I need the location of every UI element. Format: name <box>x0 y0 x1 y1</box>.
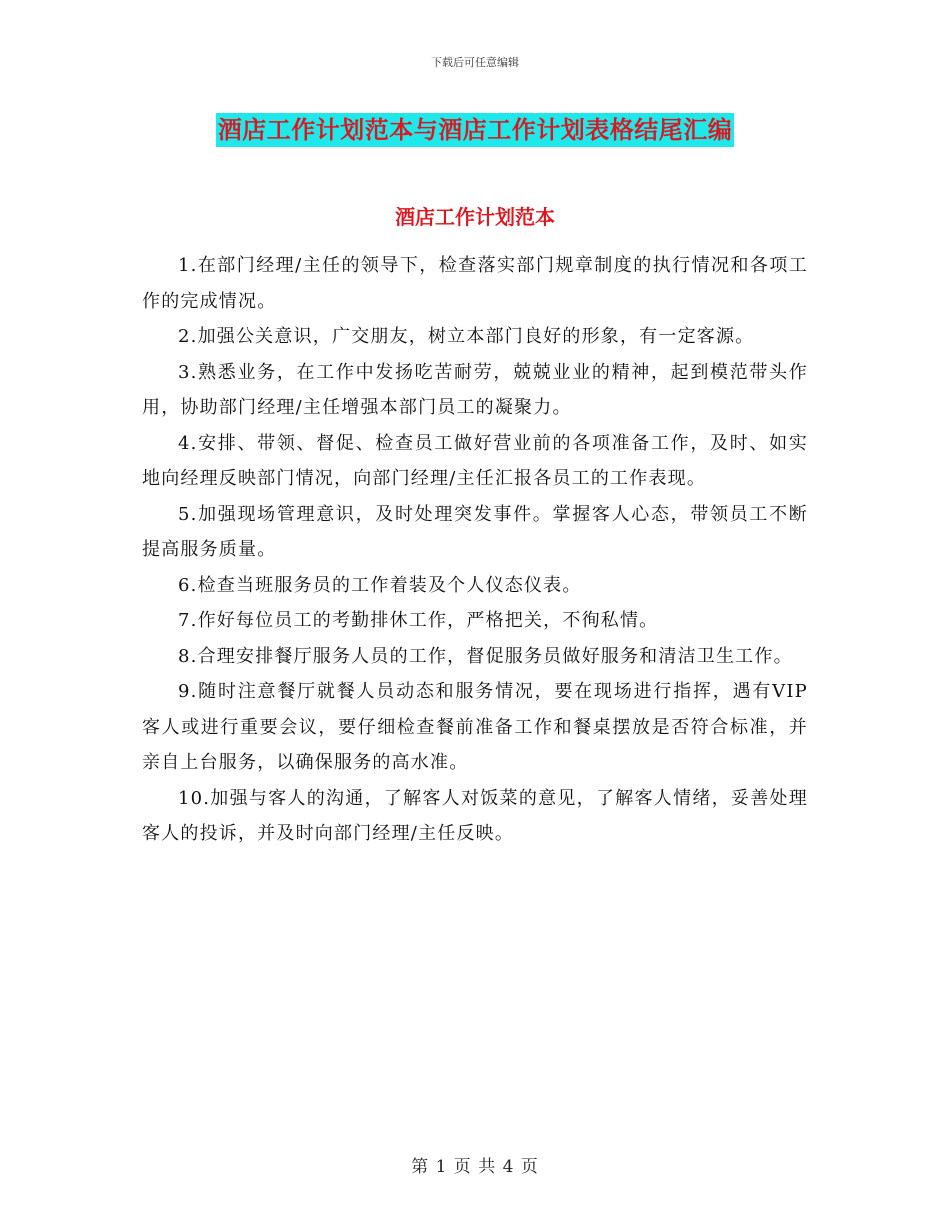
paragraph-7: 7.作好每位员工的考勤排休工作，严格把关，不徇私情。 <box>178 610 659 631</box>
paragraph-1: 1.在部门经理/主任的领导下，检查落实部门规章制度的执行情况和各项工作的完成情况。 <box>142 255 808 312</box>
paragraph-3: 3.熟悉业务，在工作中发扬吃苦耐劳，兢兢业业的精神，起到模范带头作用，协助部门经理/主任增强本部门员工的凝聚力。 <box>142 361 808 418</box>
page-number-footer: 第 1 页 共 4 页 <box>411 1157 539 1177</box>
paragraph-6: 6.检查当班服务员的工作着装及个人仪态仪表。 <box>178 574 582 596</box>
paragraph-10: 10.加强与客人的沟通，了解客人对饭菜的意见，了解客人情绪，妥善处理客人的投诉，并及时向部门经理/主任反映。 <box>142 787 808 844</box>
paragraph-4: 4.安排、带领、督促、检查员工做好营业前的各项准备工作，及时、如实地向经理反映部门情况，向部门经理/主任汇报各员工的工作表现。 <box>142 432 808 489</box>
header-note: 下载后可任意编辑 <box>431 56 519 69</box>
paragraph-8: 8.合理安排餐厅服务人员的工作，督促服务员做好服务和清洁卫生工作。 <box>178 645 793 667</box>
document-body <box>142 248 808 852</box>
document-title: 酒店工作计划范本与酒店工作计划表格结尾汇编 <box>216 113 735 147</box>
document-title-container <box>0 113 950 147</box>
section-title: 酒店工作计划范本 <box>395 205 555 229</box>
paragraph-2: 2.加强公关意识，广交朋友，树立本部门良好的形象，有一定客源。 <box>178 326 755 347</box>
paragraph-5: 5.加强现场管理意识，及时处理突发事件。掌握客人心态，带领员工不断提高服务质量。 <box>142 503 808 560</box>
paragraph-9: 9.随时注意餐厅就餐人员动态和服务情况，要在现场进行指挥，遇有VIP客人或进行重要会议，要仔细检查餐前准备工作和餐桌摆放是否符合标准，并亲自上台服务，以确保服务的高水准。 <box>142 681 808 773</box>
